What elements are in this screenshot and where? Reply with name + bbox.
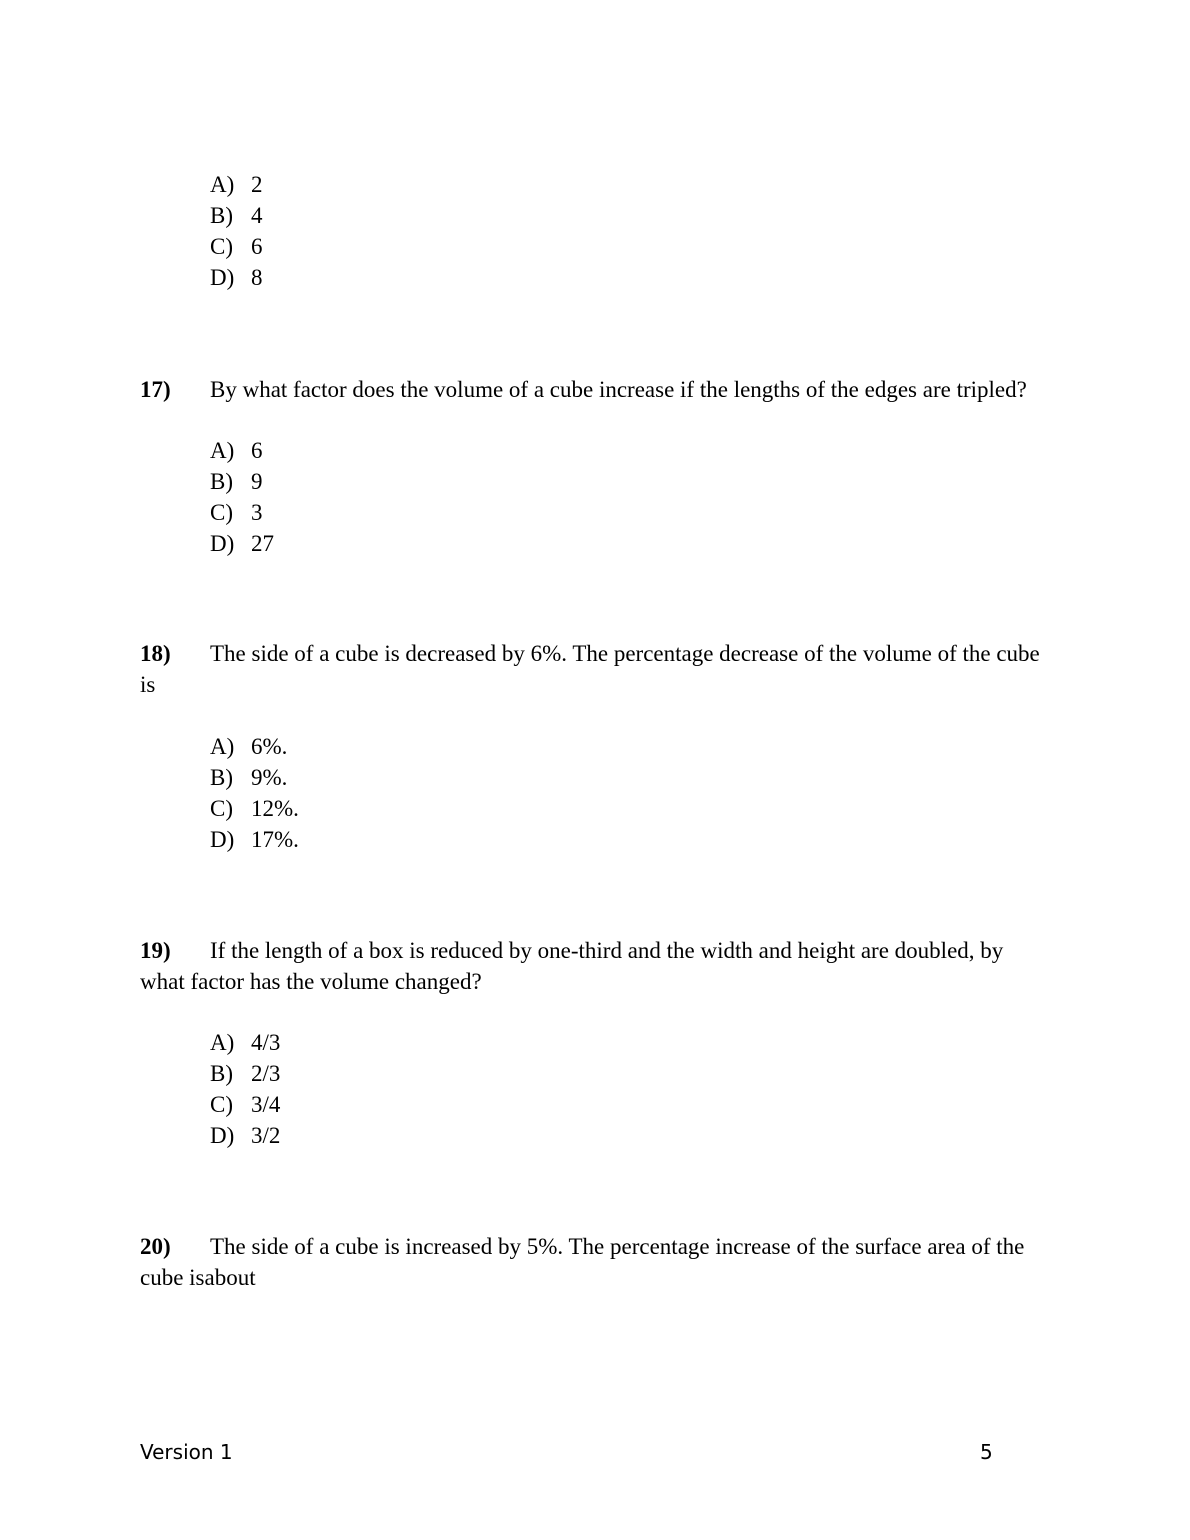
q16-choice-a (210, 169, 263, 200)
choice-letter: B) (210, 203, 233, 228)
choice-text: 2/3 (251, 1061, 281, 1086)
q17-choice-d (210, 528, 274, 559)
choice-letter: C) (210, 500, 233, 525)
q19-choice-a (210, 1027, 280, 1058)
question-number: 19) (140, 938, 171, 963)
choice-letter: D) (210, 827, 235, 852)
q17-choices (210, 435, 274, 559)
q19-choices (210, 1027, 280, 1151)
q17-stem (140, 374, 1060, 405)
question-text: The side of a cube is decreased by 6%. The percentage decrease of the volume of the cube is (140, 641, 1040, 697)
choice-text: 17%. (251, 827, 299, 852)
choice-letter: C) (210, 1092, 233, 1117)
choice-letter: A) (210, 734, 235, 759)
q18-stem (140, 638, 1050, 700)
footer-page-number: 5 (980, 1440, 993, 1464)
choice-letter: D) (210, 1123, 235, 1148)
choice-text: 6 (251, 438, 263, 463)
choice-letter: D) (210, 265, 235, 290)
q18-choice-c (210, 793, 299, 824)
choice-text: 2 (251, 172, 263, 197)
q16-choice-c (210, 231, 263, 262)
question-text: By what factor does the volume of a cube increase if the lengths of the edges are tripled? (210, 377, 1027, 402)
choice-text: 9%. (251, 765, 288, 790)
q18-choice-d (210, 824, 299, 855)
choice-text: 3 (251, 500, 263, 525)
question-text: If the length of a box is reduced by one-third and the width and height are doubled, by what factor has the volume changed? (140, 938, 1004, 994)
q17-choice-a (210, 435, 274, 466)
choice-text: 8 (251, 265, 263, 290)
choice-text: 27 (251, 531, 274, 556)
question-number: 18) (140, 641, 171, 666)
q17-choice-b (210, 466, 274, 497)
question-number: 17) (140, 377, 171, 402)
choice-text: 4/3 (251, 1030, 281, 1055)
choice-text: 3/4 (251, 1092, 281, 1117)
choice-letter: B) (210, 1061, 233, 1086)
q16-choice-d (210, 262, 263, 293)
question-text: The side of a cube is increased by 5%. The percentage increase of the surface area of the cube isabout (140, 1234, 1025, 1290)
q18-choices (210, 731, 299, 855)
choice-text: 3/2 (251, 1123, 281, 1148)
footer-version: Version 1 (140, 1440, 233, 1464)
q17-choice-c (210, 497, 274, 528)
choice-text: 9 (251, 469, 263, 494)
question-number: 20) (140, 1234, 171, 1259)
choice-letter: B) (210, 469, 233, 494)
choice-text: 6 (251, 234, 263, 259)
choice-letter: D) (210, 531, 235, 556)
q18-choice-b (210, 762, 299, 793)
choice-text: 12%. (251, 796, 299, 821)
q19-choice-b (210, 1058, 280, 1089)
q19-choice-c (210, 1089, 280, 1120)
choice-letter: A) (210, 172, 235, 197)
q19-stem (140, 935, 1050, 997)
q19-choice-d (210, 1120, 280, 1151)
q16-choices (210, 169, 263, 293)
choice-text: 4 (251, 203, 263, 228)
choice-letter: C) (210, 234, 233, 259)
q16-choice-b (210, 200, 263, 231)
choice-letter: C) (210, 796, 233, 821)
choice-letter: B) (210, 765, 233, 790)
choice-letter: A) (210, 1030, 235, 1055)
q18-choice-a (210, 731, 299, 762)
choice-letter: A) (210, 438, 235, 463)
q20-stem (140, 1231, 1060, 1293)
choice-text: 6%. (251, 734, 288, 759)
